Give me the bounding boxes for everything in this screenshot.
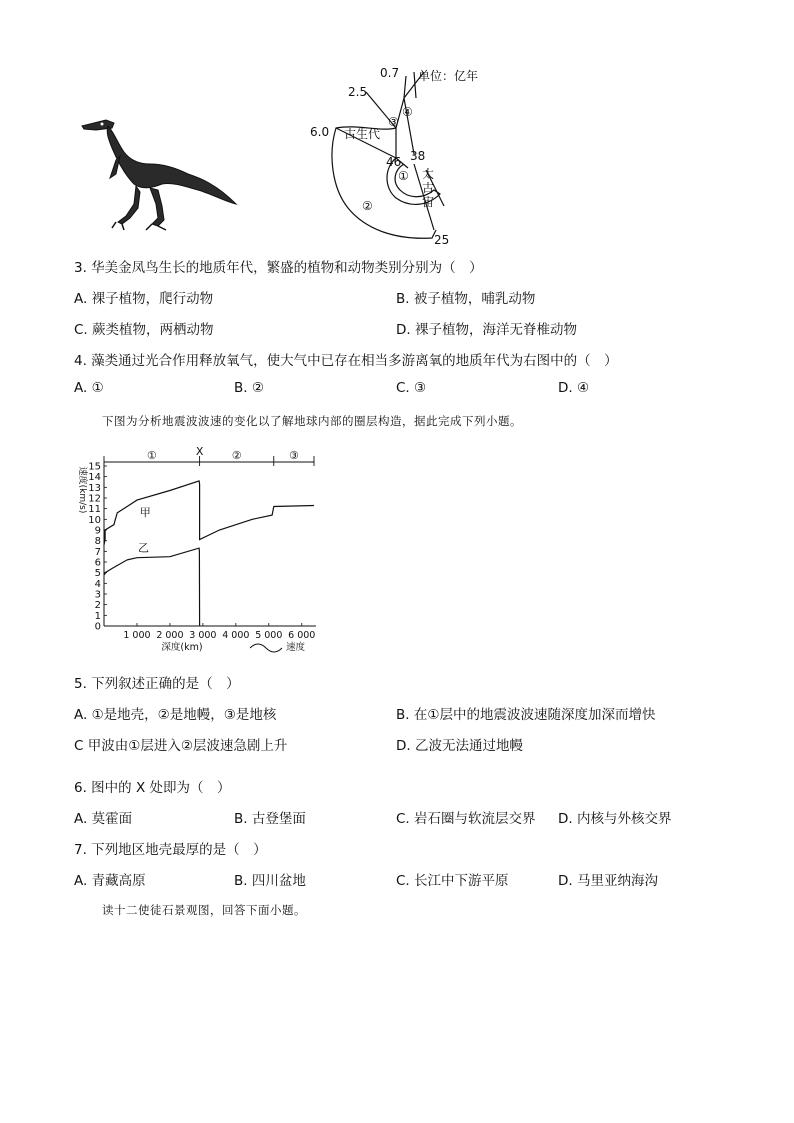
y-tick-label: 3 — [94, 589, 101, 601]
series-name-label: 乙 — [138, 541, 150, 555]
seismic-intro: 下图为分析地震波波速的变化以了解地球内部的圈层构造，据此完成下列小题。 — [102, 414, 522, 428]
question-6-option-a: A. 莫霍面 — [74, 811, 133, 827]
layer-2-label: ② — [231, 449, 242, 462]
unit-label: 单位：亿年 — [418, 69, 479, 83]
question-4-option-d: D. ④ — [558, 380, 590, 396]
series-line-jia — [104, 481, 314, 545]
question-3-stem: 3. 华美金凤鸟生长的地质年代，繁盛的植物和动物类别分别为（ ） — [74, 260, 483, 276]
y-tick-label: 4 — [94, 578, 101, 590]
x-axis-label: 深度(km) — [161, 642, 203, 653]
question-7-option-b: B. 四川盆地 — [234, 873, 306, 889]
question-4-stem: 4. 藻类通过光合作用释放氧气，使大气中已存在相当多游离氧的地质年代为右图中的（ ） — [74, 353, 618, 369]
tick-6.0: 6.0 — [310, 125, 330, 139]
x-tick-label: 6 000 — [288, 630, 316, 641]
layer-1-label: ① — [146, 449, 157, 462]
y-tick-label: 6 — [94, 557, 101, 569]
x-tick-label: 5 000 — [255, 630, 283, 641]
question-7-option-c: C. 长江中下游平原 — [396, 873, 509, 889]
region-1-label: ① — [398, 169, 409, 183]
region-3-label: ③ — [388, 115, 399, 129]
y-tick-label: 15 — [88, 461, 101, 473]
x-tick-label: 4 000 — [222, 630, 250, 641]
region-2-label: ② — [362, 199, 373, 213]
y-tick-label: 9 — [94, 525, 101, 537]
question-5-stem: 5. 下列叙述正确的是（ ） — [74, 676, 240, 692]
eon-char-2: 古 — [422, 181, 435, 195]
series-name-label: 甲 — [139, 506, 151, 520]
question-3-option-a: A. 裸子植物，爬行动物 — [74, 291, 214, 307]
question-7-stem: 7. 下列地区地壳最厚的是（ ） — [74, 842, 267, 858]
question-4-option-a: A. ① — [74, 380, 104, 396]
legend-wave-icon — [250, 644, 282, 652]
feathered-dinosaur-illustration — [76, 112, 244, 238]
geologic-time-spiral — [296, 58, 516, 248]
region-4-label: ④ — [402, 105, 413, 119]
era-label: 古生代 — [344, 127, 381, 141]
y-tick-label: 12 — [88, 493, 101, 505]
question-6-option-c: C. 岩石圈与软流层交界 — [396, 811, 536, 827]
question-6-option-b: B. 古登堡面 — [234, 811, 306, 827]
y-tick-label: 0 — [94, 621, 101, 633]
question-3-option-d: D. 裸子植物，海洋无脊椎动物 — [396, 322, 577, 338]
y-tick-label: 11 — [88, 504, 101, 516]
question-3-option-b: B. 被子植物，哺乳动物 — [396, 291, 536, 307]
y-tick-label: 10 — [88, 514, 101, 526]
series-line-yi — [104, 548, 200, 626]
y-tick-label: 2 — [94, 600, 101, 612]
x-tick-label: 3 000 — [189, 630, 217, 641]
tick-2.5: 2.5 — [348, 85, 368, 99]
y-tick-label: 5 — [94, 568, 101, 580]
question-5-option-d: D. 乙波无法通过地幔 — [396, 738, 523, 754]
question-5-option-a: A. ①是地壳，②是地幔，③是地核 — [74, 707, 277, 723]
layer-x-label: X — [195, 445, 204, 458]
x-tick-label: 2 000 — [156, 630, 184, 641]
question-6-option-d: D. 内核与外核交界 — [558, 811, 672, 827]
y-axis-label: 速度(km/s) — [77, 466, 87, 514]
seismic-velocity-chart — [70, 444, 330, 654]
y-tick-label: 8 — [94, 536, 101, 548]
y-tick-label: 14 — [88, 472, 101, 484]
tick-38: 38 — [410, 149, 426, 163]
eon-char-3: 宙 — [422, 195, 435, 209]
question-3-option-c: C. 蕨类植物，两栖动物 — [74, 322, 214, 338]
tick-0.7: 0.7 — [380, 66, 400, 80]
layer-3-label: ③ — [288, 449, 299, 462]
question-7-option-d: D. 马里亚纳海沟 — [558, 873, 658, 889]
question-5-option-c: C 甲波由①层进入②层波速急剧上升 — [74, 738, 288, 754]
legend-label: 速度 — [286, 642, 306, 653]
question-7-option-a: A. 青藏高原 — [74, 873, 146, 889]
x-tick-label: 1 000 — [123, 630, 151, 641]
question-6-stem: 6. 图中的 X 处即为（ ） — [74, 780, 231, 796]
question-4-option-b: B. ② — [234, 380, 264, 396]
y-tick-label: 13 — [88, 482, 101, 494]
question-4-option-c: C. ③ — [396, 380, 427, 396]
question-5-option-b: B. 在①层中的地震波波速随深度加深而增快 — [396, 707, 656, 723]
tick-46: 46 — [386, 155, 402, 169]
stone-intro: 读十二使徒石景观图，回答下面小题。 — [102, 903, 306, 917]
y-tick-label: 7 — [94, 546, 101, 558]
y-tick-label: 1 — [94, 610, 101, 622]
tick-25: 25 — [434, 233, 450, 247]
eon-char-1: 太 — [422, 167, 435, 181]
